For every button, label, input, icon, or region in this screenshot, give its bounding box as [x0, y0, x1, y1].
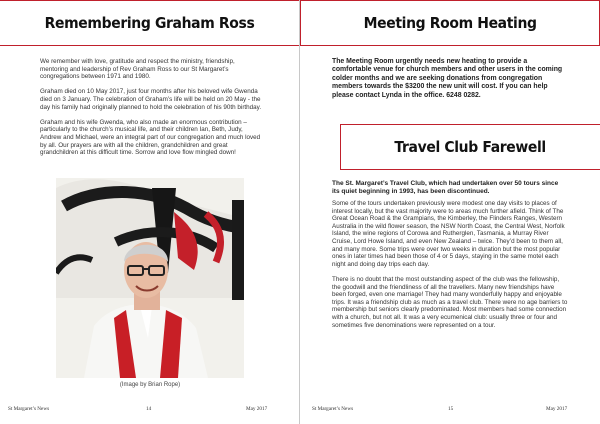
- heading-box-remembering: [0, 0, 301, 46]
- heading-remembering-graham-ross: Remembering Graham Ross: [45, 14, 255, 32]
- footer-date: May 2017: [246, 406, 268, 412]
- heating-appeal-text: The Meeting Room urgently needs new heating to provide a comfortable venue for church members and other users in the coming colder months and we are seeking donations from congregation members towards the $3200 the new unit will cost. If you can help please contact Lynda in the office. 6248 0282.: [332, 58, 563, 99]
- footer-page-number: 14: [146, 406, 152, 412]
- footer-publication: St Margaret’s News: [312, 406, 354, 412]
- footer-date: May 2017: [546, 406, 568, 412]
- footer-page-number: 15: [448, 406, 454, 412]
- portrait-photo-illustration: [56, 178, 244, 378]
- travel-paragraph: Some of the tours undertaken previously were modest one day visits to places of interest locally, but the vast majority were to areas much further afield. Think of The Great Ocean Road & the Grampians, the Kimberley, the Flinders Ranges, Western Australia in the wild flower season, the NSW North Coast, the Central West, Norfolk Island, the wine regions of Corowa and Rutherglen, Tasmania, a Murray River Cruise, Lord Howe Island, and even New Zealand – twice. They’d been to them all, and many more. Some trips were over two weeks in duration but the most popular ones in later times had been those of 4 or 5 days, staying in the same motel each night and doing day trips each day.: [332, 200, 565, 268]
- photo-caption: (Image by Brian Rope): [119, 382, 181, 388]
- heading-box-meeting-room: [300, 0, 600, 46]
- portrait-photo: [56, 178, 244, 378]
- tribute-paragraph: Graham and his wife Gwenda, who also made an enormous contribution – particularly to the church’s musical life, and their children Ian, Beth, Judy, Andrew and Michael, were an integral part of our congregation and much loved by all. Our prayers are with all the children, grandchildren and great grandchildren at this difficult time. Sorrow and love flow mingled down!: [40, 118, 261, 157]
- tribute-text: [40, 58, 262, 164]
- footer-publication: St Margaret’s News: [8, 406, 50, 412]
- tribute-paragraph: Graham died on 10 May 2017, just four months after his beloved wife Gwenda died on 3 January. The celebration of Graham’s life will be held on 20 May - the day his family had originally planned to hold the celebration of his 90th birthday.: [40, 88, 262, 111]
- tribute-paragraph: We remember with love, gratitude and respect the ministry, friendship, mentoring and leadership of Rev Graham Ross to our St Margaret’s congregations between 1971 and 1980.: [40, 58, 235, 81]
- right-page: [300, 0, 600, 424]
- heading-travel-club-farewell: Travel Club Farewell: [394, 138, 547, 156]
- travel-club-text: [332, 200, 568, 337]
- heading-box-travel-club: [340, 124, 600, 170]
- travel-intro-text: The St. Margaret’s Travel Club, which had undertaken over 50 tours since its quiet beginning in 1993, has been discontinued.: [332, 180, 559, 195]
- travel-paragraph: There is no doubt that the most outstanding aspect of the club was the fellowship, the goodwill and the friendliness of all the travellers. Many new friendships have been forged, even one marriage! They had many wonderfully happy and enjoyable trips. It was a friendship club as much as a travel club. There were no age barriers to membership but seniors clearly predominated. Most members had some connection with a church, but not all. It was a very ecumenical club: usually three or four and sometimes five denominations were represented on a tour.: [332, 275, 568, 329]
- heading-meeting-room-heating: Meeting Room Heating: [363, 14, 537, 32]
